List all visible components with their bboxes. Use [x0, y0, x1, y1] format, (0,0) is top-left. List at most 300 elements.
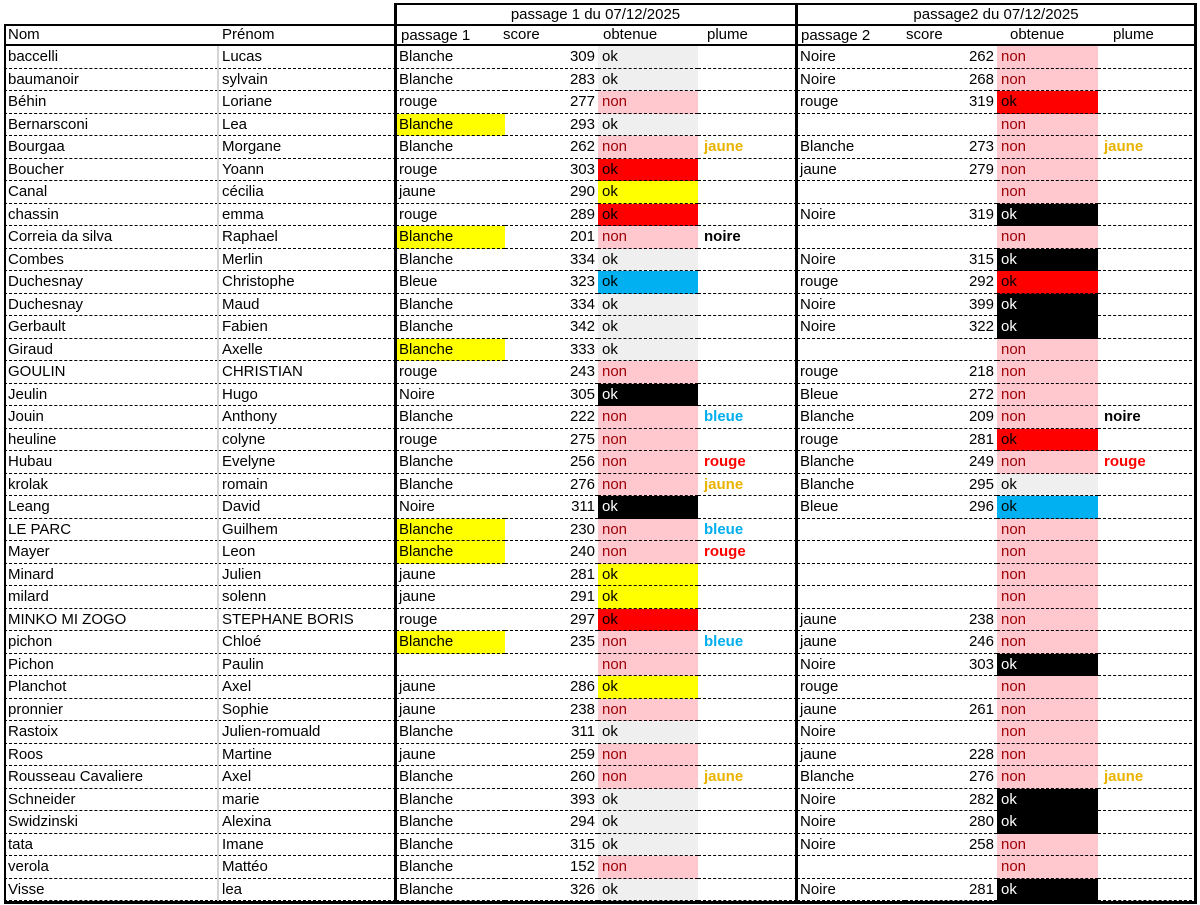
p1-arrow-cell[interactable]: jaune: [396, 744, 505, 767]
p2-result-cell[interactable]: non: [997, 699, 1098, 722]
p2-score-cell[interactable]: 218: [905, 361, 997, 384]
prenom-cell[interactable]: Lea: [218, 114, 396, 137]
p1-arrow-cell[interactable]: rouge: [396, 429, 505, 452]
p2-result-cell[interactable]: ok: [997, 204, 1098, 227]
p1-plume-cell[interactable]: [698, 856, 797, 879]
p1-arrow-cell[interactable]: jaune: [396, 699, 505, 722]
p2-arrow-cell[interactable]: jaune: [797, 631, 905, 654]
p2-arrow-cell[interactable]: rouge: [797, 91, 905, 114]
p2-arrow-cell[interactable]: rouge: [797, 271, 905, 294]
p2-plume-cell[interactable]: [1098, 91, 1197, 114]
nom-cell[interactable]: Combes: [4, 249, 218, 272]
p1-arrow-cell[interactable]: Noire: [396, 384, 505, 407]
p1-score-cell[interactable]: 152: [505, 856, 598, 879]
p1-plume-cell[interactable]: [698, 609, 797, 632]
prenom-cell[interactable]: Morgane: [218, 136, 396, 159]
col-header-p2-score[interactable]: score: [906, 26, 943, 43]
p2-result-cell[interactable]: ok: [997, 654, 1098, 677]
p1-score-cell[interactable]: 297: [505, 609, 598, 632]
nom-cell[interactable]: Bourgaa: [4, 136, 218, 159]
nom-cell[interactable]: Béhin: [4, 91, 218, 114]
p1-plume-cell[interactable]: [698, 496, 797, 519]
p2-result-cell[interactable]: non: [997, 766, 1098, 789]
nom-cell[interactable]: GOULIN: [4, 361, 218, 384]
prenom-cell[interactable]: Julien-romuald: [218, 721, 396, 744]
p1-arrow-cell[interactable]: Blanche: [396, 766, 505, 789]
p1-result-cell[interactable]: non: [598, 744, 698, 767]
p2-score-cell[interactable]: [905, 856, 997, 879]
p1-arrow-cell[interactable]: rouge: [396, 361, 505, 384]
prenom-cell[interactable]: Yoann: [218, 159, 396, 182]
p2-result-cell[interactable]: non: [997, 384, 1098, 407]
p2-plume-cell[interactable]: [1098, 361, 1197, 384]
nom-cell[interactable]: Duchesnay: [4, 294, 218, 317]
prenom-cell[interactable]: Merlin: [218, 249, 396, 272]
nom-cell[interactable]: MINKO MI ZOGO: [4, 609, 218, 632]
p1-arrow-cell[interactable]: Blanche: [396, 226, 505, 249]
p1-result-cell[interactable]: ok: [598, 204, 698, 227]
p2-plume-cell[interactable]: [1098, 339, 1197, 362]
p1-plume-cell[interactable]: [698, 699, 797, 722]
p2-result-cell[interactable]: non: [997, 114, 1098, 137]
p1-score-cell[interactable]: 222: [505, 406, 598, 429]
p2-score-cell[interactable]: 296: [905, 496, 997, 519]
prenom-cell[interactable]: Julien: [218, 564, 396, 587]
p2-plume-cell[interactable]: jaune: [1098, 136, 1197, 159]
p1-plume-cell[interactable]: rouge: [698, 451, 797, 474]
p1-score-cell[interactable]: 238: [505, 699, 598, 722]
p2-result-cell[interactable]: ok: [997, 879, 1098, 902]
p1-score-cell[interactable]: 309: [505, 46, 598, 69]
p2-plume-cell[interactable]: jaune: [1098, 766, 1197, 789]
p1-score-cell[interactable]: 333: [505, 339, 598, 362]
p2-score-cell[interactable]: 322: [905, 316, 997, 339]
p2-score-cell[interactable]: [905, 114, 997, 137]
prenom-cell[interactable]: Chloé: [218, 631, 396, 654]
p1-arrow-cell[interactable]: Blanche: [396, 631, 505, 654]
p2-plume-cell[interactable]: [1098, 541, 1197, 564]
p2-arrow-cell[interactable]: Blanche: [797, 451, 905, 474]
prenom-cell[interactable]: Evelyne: [218, 451, 396, 474]
p2-result-cell[interactable]: ok: [997, 429, 1098, 452]
p2-arrow-cell[interactable]: Noire: [797, 879, 905, 902]
p2-result-cell[interactable]: non: [997, 406, 1098, 429]
nom-cell[interactable]: Pichon: [4, 654, 218, 677]
p2-arrow-cell[interactable]: [797, 339, 905, 362]
nom-cell[interactable]: chassin: [4, 204, 218, 227]
p2-arrow-cell[interactable]: jaune: [797, 159, 905, 182]
p2-score-cell[interactable]: 268: [905, 69, 997, 92]
p1-plume-cell[interactable]: bleue: [698, 519, 797, 542]
prenom-cell[interactable]: Guilhem: [218, 519, 396, 542]
p1-arrow-cell[interactable]: Blanche: [396, 406, 505, 429]
p2-score-cell[interactable]: 281: [905, 879, 997, 902]
p2-score-cell[interactable]: 399: [905, 294, 997, 317]
p1-result-cell[interactable]: non: [598, 766, 698, 789]
p1-plume-cell[interactable]: rouge: [698, 541, 797, 564]
p1-result-cell[interactable]: ok: [598, 879, 698, 902]
p2-score-cell[interactable]: 272: [905, 384, 997, 407]
p1-plume-cell[interactable]: [698, 811, 797, 834]
prenom-cell[interactable]: lea: [218, 879, 396, 902]
p1-plume-cell[interactable]: [698, 676, 797, 699]
p1-result-cell[interactable]: non: [598, 699, 698, 722]
p2-score-cell[interactable]: 281: [905, 429, 997, 452]
p1-plume-cell[interactable]: [698, 91, 797, 114]
nom-cell[interactable]: Roos: [4, 744, 218, 767]
nom-cell[interactable]: baccelli: [4, 46, 218, 69]
p2-plume-cell[interactable]: [1098, 226, 1197, 249]
nom-cell[interactable]: Schneider: [4, 789, 218, 812]
nom-cell[interactable]: Gerbault: [4, 316, 218, 339]
prenom-cell[interactable]: Lucas: [218, 46, 396, 69]
p2-score-cell[interactable]: [905, 564, 997, 587]
p1-plume-cell[interactable]: [698, 204, 797, 227]
prenom-cell[interactable]: solenn: [218, 586, 396, 609]
p2-arrow-cell[interactable]: Blanche: [797, 766, 905, 789]
p1-arrow-cell[interactable]: Blanche: [396, 519, 505, 542]
col-header-p2-passage[interactable]: passage 2: [801, 27, 871, 44]
p2-arrow-cell[interactable]: Blanche: [797, 136, 905, 159]
p2-arrow-cell[interactable]: Blanche: [797, 474, 905, 497]
p1-arrow-cell[interactable]: Blanche: [396, 451, 505, 474]
p2-result-cell[interactable]: ok: [997, 294, 1098, 317]
p2-score-cell[interactable]: 319: [905, 204, 997, 227]
p2-arrow-cell[interactable]: Noire: [797, 46, 905, 69]
p2-score-cell[interactable]: [905, 541, 997, 564]
p1-arrow-cell[interactable]: jaune: [396, 564, 505, 587]
p1-result-cell[interactable]: ok: [598, 271, 698, 294]
p2-arrow-cell[interactable]: Noire: [797, 69, 905, 92]
nom-cell[interactable]: Visse: [4, 879, 218, 902]
p1-arrow-cell[interactable]: Blanche: [396, 249, 505, 272]
nom-cell[interactable]: krolak: [4, 474, 218, 497]
p2-arrow-cell[interactable]: Blanche: [797, 406, 905, 429]
p2-plume-cell[interactable]: [1098, 294, 1197, 317]
p1-plume-cell[interactable]: [698, 249, 797, 272]
p2-result-cell[interactable]: non: [997, 541, 1098, 564]
p2-plume-cell[interactable]: [1098, 564, 1197, 587]
p1-plume-cell[interactable]: [698, 294, 797, 317]
p2-arrow-cell[interactable]: [797, 541, 905, 564]
p1-arrow-cell[interactable]: [396, 654, 505, 677]
p2-plume-cell[interactable]: [1098, 699, 1197, 722]
p2-score-cell[interactable]: [905, 676, 997, 699]
p2-score-cell[interactable]: [905, 721, 997, 744]
prenom-cell[interactable]: Alexina: [218, 811, 396, 834]
p2-plume-cell[interactable]: [1098, 654, 1197, 677]
p1-arrow-cell[interactable]: Blanche: [396, 834, 505, 857]
nom-cell[interactable]: milard: [4, 586, 218, 609]
p2-score-cell[interactable]: 262: [905, 46, 997, 69]
p1-plume-cell[interactable]: [698, 879, 797, 902]
p2-plume-cell[interactable]: [1098, 856, 1197, 879]
nom-cell[interactable]: Swidzinski: [4, 811, 218, 834]
nom-cell[interactable]: Correia da silva: [4, 226, 218, 249]
p2-plume-cell[interactable]: [1098, 316, 1197, 339]
p1-result-cell[interactable]: non: [598, 136, 698, 159]
p2-result-cell[interactable]: non: [997, 69, 1098, 92]
p2-plume-cell[interactable]: [1098, 676, 1197, 699]
p1-arrow-cell[interactable]: jaune: [396, 676, 505, 699]
p1-result-cell[interactable]: ok: [598, 114, 698, 137]
p2-arrow-cell[interactable]: Noire: [797, 834, 905, 857]
p1-score-cell[interactable]: 334: [505, 249, 598, 272]
p2-arrow-cell[interactable]: [797, 856, 905, 879]
col-header-p1-score[interactable]: score: [503, 26, 540, 43]
p1-plume-cell[interactable]: jaune: [698, 474, 797, 497]
nom-cell[interactable]: Duchesnay: [4, 271, 218, 294]
p2-score-cell[interactable]: 315: [905, 249, 997, 272]
nom-cell[interactable]: Jeulin: [4, 384, 218, 407]
prenom-cell[interactable]: Leon: [218, 541, 396, 564]
p1-arrow-cell[interactable]: Blanche: [396, 474, 505, 497]
prenom-cell[interactable]: Axel: [218, 676, 396, 699]
p2-arrow-cell[interactable]: [797, 226, 905, 249]
p2-result-cell[interactable]: non: [997, 136, 1098, 159]
p1-result-cell[interactable]: non: [598, 361, 698, 384]
passage2-band-title[interactable]: passage2 du 07/12/2025: [913, 6, 1079, 23]
p2-plume-cell[interactable]: [1098, 609, 1197, 632]
col-header-p2-obtenue[interactable]: obtenue: [1010, 26, 1065, 43]
p2-score-cell[interactable]: 292: [905, 271, 997, 294]
nom-cell[interactable]: baumanoir: [4, 69, 218, 92]
nom-cell[interactable]: LE PARC: [4, 519, 218, 542]
p1-score-cell[interactable]: 334: [505, 294, 598, 317]
p1-score-cell[interactable]: 276: [505, 474, 598, 497]
p2-arrow-cell[interactable]: Bleue: [797, 384, 905, 407]
p2-plume-cell[interactable]: [1098, 496, 1197, 519]
p1-result-cell[interactable]: non: [598, 519, 698, 542]
p1-arrow-cell[interactable]: rouge: [396, 609, 505, 632]
p2-plume-cell[interactable]: [1098, 631, 1197, 654]
p1-score-cell[interactable]: [505, 654, 598, 677]
prenom-cell[interactable]: Mattéo: [218, 856, 396, 879]
p1-plume-cell[interactable]: [698, 181, 797, 204]
p1-result-cell[interactable]: ok: [598, 316, 698, 339]
prenom-cell[interactable]: Hugo: [218, 384, 396, 407]
p2-score-cell[interactable]: [905, 586, 997, 609]
p1-arrow-cell[interactable]: Blanche: [396, 294, 505, 317]
p1-plume-cell[interactable]: bleue: [698, 631, 797, 654]
nom-cell[interactable]: tata: [4, 834, 218, 857]
p2-result-cell[interactable]: non: [997, 46, 1098, 69]
p1-arrow-cell[interactable]: Blanche: [396, 316, 505, 339]
p2-score-cell[interactable]: [905, 226, 997, 249]
p2-result-cell[interactable]: non: [997, 609, 1098, 632]
p2-arrow-cell[interactable]: Noire: [797, 204, 905, 227]
p1-plume-cell[interactable]: bleue: [698, 406, 797, 429]
p1-result-cell[interactable]: ok: [598, 294, 698, 317]
col-header-p1-plume[interactable]: plume: [707, 26, 748, 43]
nom-cell[interactable]: Boucher: [4, 159, 218, 182]
p1-plume-cell[interactable]: [698, 46, 797, 69]
p2-arrow-cell[interactable]: Bleue: [797, 496, 905, 519]
p1-score-cell[interactable]: 342: [505, 316, 598, 339]
p2-plume-cell[interactable]: [1098, 811, 1197, 834]
p1-arrow-cell[interactable]: rouge: [396, 159, 505, 182]
p2-result-cell[interactable]: non: [997, 856, 1098, 879]
p2-plume-cell[interactable]: [1098, 181, 1197, 204]
p2-result-cell[interactable]: ok: [997, 249, 1098, 272]
p2-arrow-cell[interactable]: [797, 519, 905, 542]
p1-plume-cell[interactable]: [698, 429, 797, 452]
p1-score-cell[interactable]: 260: [505, 766, 598, 789]
p2-arrow-cell[interactable]: jaune: [797, 609, 905, 632]
passage1-band-title[interactable]: passage 1 du 07/12/2025: [510, 6, 681, 23]
p2-result-cell[interactable]: non: [997, 744, 1098, 767]
nom-cell[interactable]: heuline: [4, 429, 218, 452]
p2-result-cell[interactable]: non: [997, 586, 1098, 609]
p2-arrow-cell[interactable]: [797, 181, 905, 204]
p2-plume-cell[interactable]: [1098, 114, 1197, 137]
p2-arrow-cell[interactable]: jaune: [797, 744, 905, 767]
p1-result-cell[interactable]: ok: [598, 496, 698, 519]
p2-arrow-cell[interactable]: rouge: [797, 361, 905, 384]
p1-result-cell[interactable]: ok: [598, 834, 698, 857]
p2-plume-cell[interactable]: [1098, 271, 1197, 294]
p1-score-cell[interactable]: 294: [505, 811, 598, 834]
nom-cell[interactable]: Planchot: [4, 676, 218, 699]
p1-result-cell[interactable]: ok: [598, 339, 698, 362]
p1-arrow-cell[interactable]: Blanche: [396, 721, 505, 744]
p2-arrow-cell[interactable]: Noire: [797, 789, 905, 812]
col-header-nom[interactable]: Nom: [8, 26, 40, 43]
prenom-cell[interactable]: Raphael: [218, 226, 396, 249]
p1-score-cell[interactable]: 286: [505, 676, 598, 699]
p1-plume-cell[interactable]: jaune: [698, 766, 797, 789]
p2-arrow-cell[interactable]: [797, 586, 905, 609]
p2-plume-cell[interactable]: [1098, 834, 1197, 857]
p2-result-cell[interactable]: non: [997, 361, 1098, 384]
p2-result-cell[interactable]: non: [997, 339, 1098, 362]
p1-arrow-cell[interactable]: Blanche: [396, 789, 505, 812]
prenom-cell[interactable]: marie: [218, 789, 396, 812]
prenom-cell[interactable]: cécilia: [218, 181, 396, 204]
p1-result-cell[interactable]: non: [598, 856, 698, 879]
p2-score-cell[interactable]: 279: [905, 159, 997, 182]
nom-cell[interactable]: Hubau: [4, 451, 218, 474]
p2-score-cell[interactable]: 258: [905, 834, 997, 857]
p1-result-cell[interactable]: non: [598, 406, 698, 429]
p1-score-cell[interactable]: 201: [505, 226, 598, 249]
p2-score-cell[interactable]: 276: [905, 766, 997, 789]
p1-plume-cell[interactable]: [698, 744, 797, 767]
p2-arrow-cell[interactable]: Noire: [797, 721, 905, 744]
p1-score-cell[interactable]: 290: [505, 181, 598, 204]
p1-score-cell[interactable]: 240: [505, 541, 598, 564]
p2-plume-cell[interactable]: [1098, 474, 1197, 497]
p1-result-cell[interactable]: non: [598, 451, 698, 474]
p1-plume-cell[interactable]: [698, 789, 797, 812]
prenom-cell[interactable]: Axelle: [218, 339, 396, 362]
p1-arrow-cell[interactable]: rouge: [396, 204, 505, 227]
p2-score-cell[interactable]: [905, 519, 997, 542]
p1-plume-cell[interactable]: [698, 721, 797, 744]
p2-score-cell[interactable]: [905, 181, 997, 204]
nom-cell[interactable]: Leang: [4, 496, 218, 519]
p2-result-cell[interactable]: non: [997, 721, 1098, 744]
p1-result-cell[interactable]: non: [598, 631, 698, 654]
p2-arrow-cell[interactable]: [797, 114, 905, 137]
p1-score-cell[interactable]: 289: [505, 204, 598, 227]
p1-result-cell[interactable]: ok: [598, 721, 698, 744]
p2-plume-cell[interactable]: [1098, 586, 1197, 609]
nom-cell[interactable]: Bernarsconi: [4, 114, 218, 137]
nom-cell[interactable]: Jouin: [4, 406, 218, 429]
p2-plume-cell[interactable]: [1098, 69, 1197, 92]
p2-result-cell[interactable]: ok: [997, 811, 1098, 834]
p2-score-cell[interactable]: 209: [905, 406, 997, 429]
p2-result-cell[interactable]: non: [997, 631, 1098, 654]
prenom-cell[interactable]: Sophie: [218, 699, 396, 722]
p1-plume-cell[interactable]: [698, 654, 797, 677]
prenom-cell[interactable]: STEPHANE BORIS: [218, 609, 396, 632]
p2-result-cell[interactable]: non: [997, 564, 1098, 587]
p2-result-cell[interactable]: ok: [997, 474, 1098, 497]
prenom-cell[interactable]: Paulin: [218, 654, 396, 677]
p2-plume-cell[interactable]: [1098, 159, 1197, 182]
p1-score-cell[interactable]: 303: [505, 159, 598, 182]
col-header-p2-plume[interactable]: plume: [1113, 26, 1154, 43]
p1-arrow-cell[interactable]: rouge: [396, 91, 505, 114]
p1-result-cell[interactable]: ok: [598, 159, 698, 182]
p1-score-cell[interactable]: 311: [505, 721, 598, 744]
p1-arrow-cell[interactable]: Blanche: [396, 811, 505, 834]
p2-plume-cell[interactable]: noire: [1098, 406, 1197, 429]
p1-score-cell[interactable]: 256: [505, 451, 598, 474]
p2-plume-cell[interactable]: [1098, 204, 1197, 227]
p2-result-cell[interactable]: non: [997, 159, 1098, 182]
prenom-cell[interactable]: Axel: [218, 766, 396, 789]
p1-arrow-cell[interactable]: Blanche: [396, 69, 505, 92]
p2-arrow-cell[interactable]: Noire: [797, 249, 905, 272]
nom-cell[interactable]: Minard: [4, 564, 218, 587]
p2-result-cell[interactable]: ok: [997, 271, 1098, 294]
p2-result-cell[interactable]: ok: [997, 316, 1098, 339]
prenom-cell[interactable]: Martine: [218, 744, 396, 767]
prenom-cell[interactable]: Anthony: [218, 406, 396, 429]
prenom-cell[interactable]: colyne: [218, 429, 396, 452]
p1-score-cell[interactable]: 230: [505, 519, 598, 542]
p2-plume-cell[interactable]: [1098, 789, 1197, 812]
p1-result-cell[interactable]: non: [598, 474, 698, 497]
p2-result-cell[interactable]: non: [997, 226, 1098, 249]
p2-result-cell[interactable]: non: [997, 519, 1098, 542]
p2-result-cell[interactable]: ok: [997, 91, 1098, 114]
p1-score-cell[interactable]: 315: [505, 834, 598, 857]
nom-cell[interactable]: Giraud: [4, 339, 218, 362]
p1-score-cell[interactable]: 277: [505, 91, 598, 114]
p1-score-cell[interactable]: 243: [505, 361, 598, 384]
prenom-cell[interactable]: Maud: [218, 294, 396, 317]
p1-score-cell[interactable]: 326: [505, 879, 598, 902]
p1-result-cell[interactable]: ok: [598, 249, 698, 272]
p1-arrow-cell[interactable]: jaune: [396, 181, 505, 204]
p1-result-cell[interactable]: ok: [598, 586, 698, 609]
p2-score-cell[interactable]: 228: [905, 744, 997, 767]
p2-result-cell[interactable]: non: [997, 676, 1098, 699]
p1-arrow-cell[interactable]: Blanche: [396, 541, 505, 564]
p2-arrow-cell[interactable]: Noire: [797, 316, 905, 339]
col-header-prenom[interactable]: Prénom: [222, 26, 275, 43]
p1-arrow-cell[interactable]: Blanche: [396, 856, 505, 879]
p2-score-cell[interactable]: 246: [905, 631, 997, 654]
p1-plume-cell[interactable]: [698, 339, 797, 362]
p2-plume-cell[interactable]: [1098, 744, 1197, 767]
p1-score-cell[interactable]: 323: [505, 271, 598, 294]
col-header-p1-passage[interactable]: passage 1: [401, 27, 471, 44]
